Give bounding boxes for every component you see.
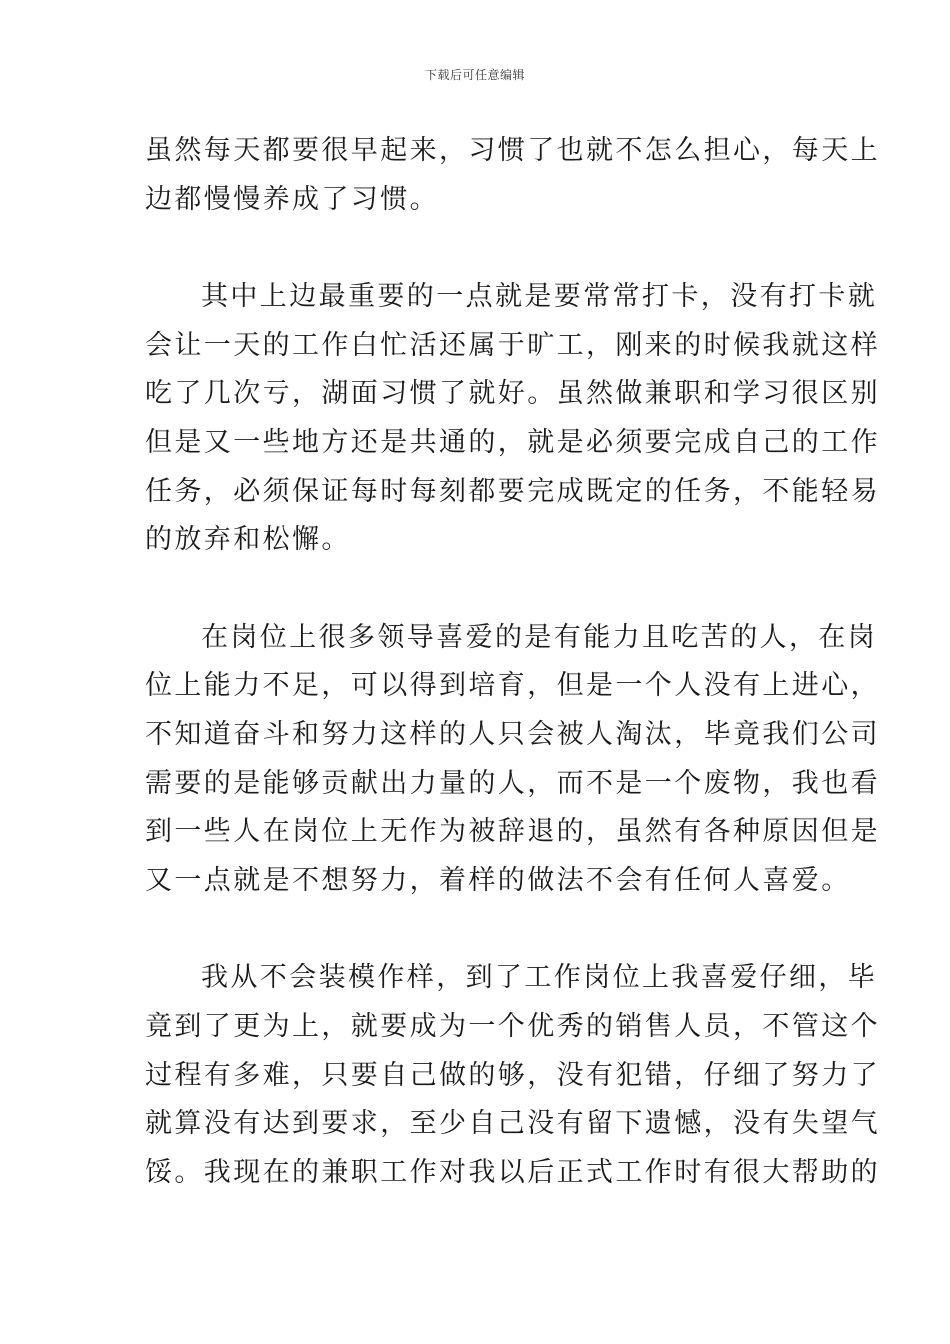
text-line: 会让一天的工作白忙活还属于旷工，刚来的时候我就这样 — [145, 329, 880, 361]
text-line: 过程有多难，只要自己做的够，没有犯错，仔细了努力了 — [145, 1059, 880, 1091]
text-line: 竟到了更为上，就要成为一个优秀的销售人员，不管这个 — [145, 1010, 880, 1042]
text-line: 但是又一些地方还是共通的，就是必须要完成自己的工作 — [145, 426, 880, 458]
paragraph-gap — [145, 224, 807, 273]
text-line: 我从不会装模作样，到了工作岗位上我喜爱仔细，毕 — [201, 962, 878, 994]
text-line: 在岗位上很多领导喜爱的是有能力且吃苦的人，在岗 — [201, 621, 878, 653]
text-line: 需要的是能够贡献出力量的人，而不是一个废物，我也看 — [145, 767, 880, 799]
paragraph-4 — [145, 954, 880, 1197]
text-line: 其中上边最重要的一点就是要常常打卡，没有打卡就 — [201, 281, 878, 313]
text-line: 就算没有达到要求，至少自己没有留下遗憾，没有失望气 — [145, 1108, 880, 1140]
text-line: 不知道奋斗和努力这样的人只会被人淘汰，毕竟我们公司 — [145, 718, 880, 750]
paragraph-1 — [145, 127, 880, 224]
text-line: 边都慢慢养成了习惯。 — [145, 183, 439, 215]
paragraph-gap — [145, 905, 807, 954]
text-line: 又一点就是不想努力，着样的做法不会有任何人喜爱。 — [145, 864, 851, 896]
text-line: 虽然每天都要很早起来，习惯了也就不怎么担心，每天上 — [145, 135, 880, 166]
document-body — [145, 127, 880, 1197]
text-line: 的放弃和松懈。 — [145, 524, 351, 556]
text-line: 到一些人在岗位上无作为被辞退的，虽然有各种原因但是 — [145, 816, 880, 848]
page-header: 下载后可任意编辑 — [424, 68, 525, 82]
text-line: 馁。我现在的兼职工作对我以后正式工作时有很大帮助的 — [145, 1156, 880, 1188]
text-line: 吃了几次亏，湖面习惯了就好。虽然做兼职和学习很区别 — [145, 378, 880, 410]
text-line: 位上能力不足，可以得到培育，但是一个人没有上进心， — [145, 670, 880, 702]
paragraph-2 — [145, 273, 880, 565]
paragraph-3 — [145, 614, 880, 906]
paragraph-gap — [145, 565, 807, 614]
text-line: 任务，必须保证每时每刻都要完成既定的任务，不能轻易 — [145, 475, 880, 507]
